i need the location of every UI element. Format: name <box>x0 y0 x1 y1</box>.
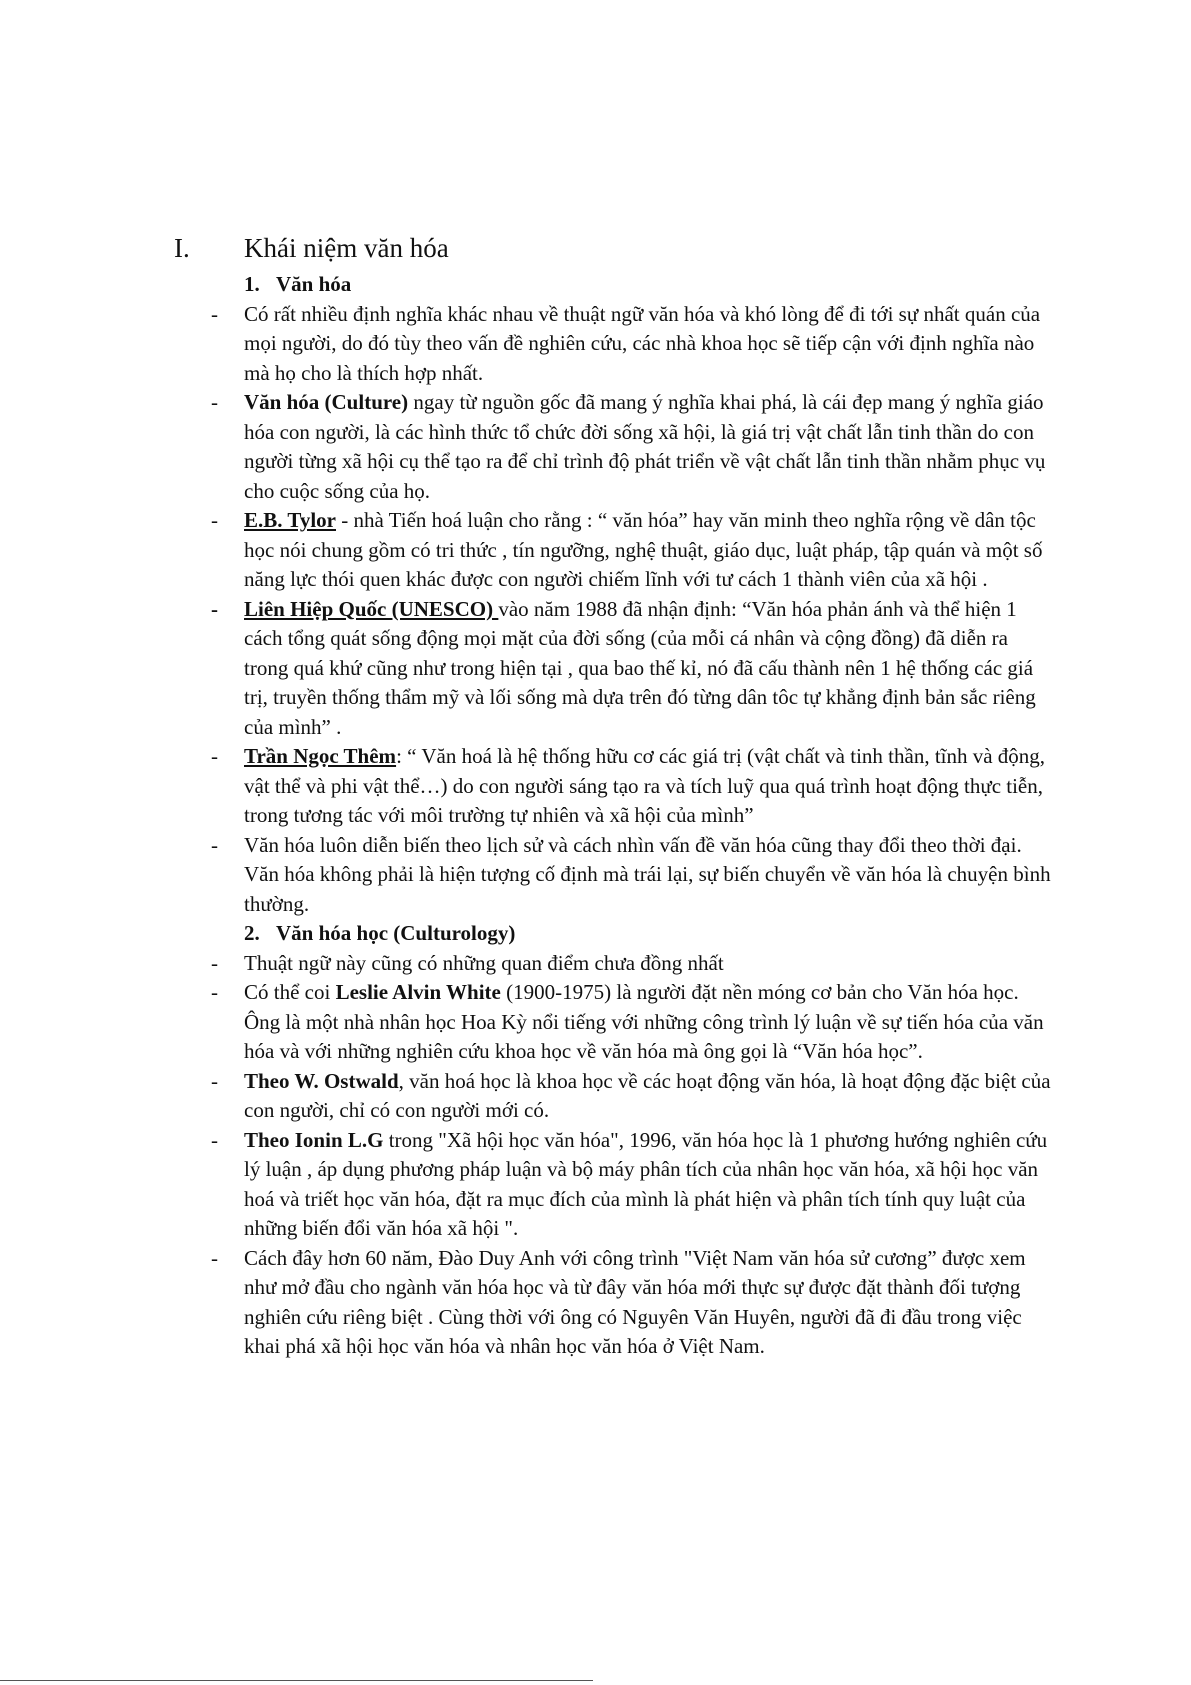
subheading-number: 2. <box>244 921 260 945</box>
author-ionin: Theo Ionin L.G <box>244 1127 384 1152</box>
list-item: - Theo W. Ostwald, văn hoá học là khoa học về các hoạt động văn hóa, là hoạt động đặc biệt của con người, chỉ có con người mới có. <box>211 1068 1051 1122</box>
bullet-dash: - <box>211 1068 218 1093</box>
bullet-dash: - <box>211 1245 218 1270</box>
section-numeral: I. <box>174 233 190 263</box>
footnote-separator <box>0 1680 593 1681</box>
bullet-dash: - <box>211 744 218 768</box>
list-item: - Liên Hiệp Quốc (UNESCO) vào năm 1988 đã nhận định: “Văn hóa phản ánh và thể hiện 1 cách tổng quát sống động mọi mặt của đời sống (của mỗi cá nhân và cộng đồng) đã diễn ra trong quá khứ cũng như trong hiện tại , qua bao thế kỉ, nó đã cấu thành nên 1 hệ thống các giá trị, truyền thống thẩm mỹ và lối sống mà dựa trên đó từng dân tôc tự khẳng định bản sắc riêng của mình” . <box>211 596 1036 739</box>
list-item: - Cách đây hơn 60 năm, Đào Duy Anh với công trình "Việt Nam văn hóa sử cương” được xem như mở đầu cho ngành văn hóa học và từ đây văn hóa mới thực sự được đặt thành đối tượng nghiên cứu riêng biệt . Cùng thời với ông có Nguyên Văn Huyên, người đã đi đầu trong việc khai phá xã hội học văn hóa và nhân học văn hóa ở Việt Nam. <box>211 1245 1026 1358</box>
list-item: - Có rất nhiều định nghĩa khác nhau về thuật ngữ văn hóa và khó lòng để đi tới sự nhất quán của mọi người, do đó tùy theo vấn đề nghiên cứu, các nhà khoa học sẽ tiếp cận với định nghĩa nào mà họ cho là thích hợp nhất. <box>211 301 1041 385</box>
term-culture: Văn hóa (Culture) <box>244 390 409 414</box>
author-leslie-white: Leslie Alvin White <box>335 980 501 1004</box>
list-item: - Văn hóa (Culture) ngay từ nguồn gốc đã mang ý nghĩa khai phá, là cái đẹp mang ý nghĩa giáo hóa con người, là các hình thức tổ chức đời sống xã hội, là giá trị vật chất lẫn tinh thần do con người từng xã hội cụ thể tạo ra để chỉ trình độ phát triển về vật chất lẫn tinh thần nhằm phục vụ cho cuộc sống của họ. <box>211 390 1046 503</box>
bullet-dash: - <box>211 950 218 975</box>
bullet-dash: - <box>211 508 218 532</box>
author-tylor: E.B. Tylor <box>244 508 336 532</box>
bullet-dash: - <box>211 301 218 326</box>
subheading-title: Văn hóa <box>276 272 352 296</box>
list-item: - Có thể coi Leslie Alvin White (1900-1975) là người đặt nền móng cơ bản cho Văn hóa học. Ông là một nhà nhân học Hoa Kỳ nổi tiếng với những công trình lý luận về sự tiến hóa của văn hóa và với những nghiên cứu khoa học về văn hóa mà ông gọi là “Văn hóa học”. <box>211 980 1044 1063</box>
document-body <box>211 270 1054 1362</box>
subheading-van-hoa <box>244 270 1054 300</box>
bullet-dash: - <box>211 832 218 857</box>
subheading-title: Văn hóa học (Culturology) <box>276 921 516 945</box>
bullet-dash: - <box>211 980 218 1004</box>
author-tran-ngoc-them: Trần Ngọc Thêm <box>244 744 397 768</box>
bullet-dash: - <box>211 390 218 414</box>
subheading-van-hoa-hoc <box>244 919 1054 949</box>
list-item: - Văn hóa luôn diễn biến theo lịch sử và cách nhìn vấn đề văn hóa cũng thay đổi theo thời đại. Văn hóa không phải là hiện tượng cố định mà trái lại, sự biến chuyển về văn hóa là chuyện bình thường. <box>211 832 1051 916</box>
author-ostwald: Theo W. Ostwald <box>244 1068 399 1093</box>
section-title: Khái niệm văn hóa <box>244 233 449 263</box>
list-item: - Trần Ngọc Thêm: “ Văn hoá là hệ thống hữu cơ các giá trị (vật chất và tinh thần, tĩnh và động, vật thể và phi vật thể…) do con người sáng tạo ra và tích luỹ qua quá trình hoạt động thực tiễn, trong tương tác với môi trường tự nhiên và xã hội của mình” <box>211 744 1046 827</box>
subheading-number: 1. <box>244 272 260 296</box>
bullet-dash: - <box>211 1127 218 1152</box>
list-item: - Theo Ionin L.G trong "Xã hội học văn hóa", 1996, văn hóa học là 1 phương hướng nghiên cứu lý luận , áp dụng phương pháp luận và bộ máy phân tích của nhân học văn hóa, xã hội học văn hoá và triết học văn hóa, đặt ra mục đích của mình là phát hiện và phân tích tính quy luật của những biến đổi văn hóa xã hội ". <box>211 1127 1048 1240</box>
list-item: - E.B. Tylor - nhà Tiến hoá luận cho rằng : “ văn hóa” hay văn minh theo nghĩa rộng về dân tộc học nói chung gồm có tri thức , tín ngưỡng, nghệ thuật, giáo dục, luật pháp, tập quán và một số năng lực thói quen khác được con người chiếm lĩnh với tư cách 1 thành viên của xã hội . <box>211 508 1043 591</box>
author-unesco: Liên Hiệp Quốc (UNESCO) <box>244 596 499 621</box>
bullet-dash: - <box>211 596 218 621</box>
list-item: - Thuật ngữ này cũng có những quan điểm chưa đồng nhất <box>244 949 1054 979</box>
